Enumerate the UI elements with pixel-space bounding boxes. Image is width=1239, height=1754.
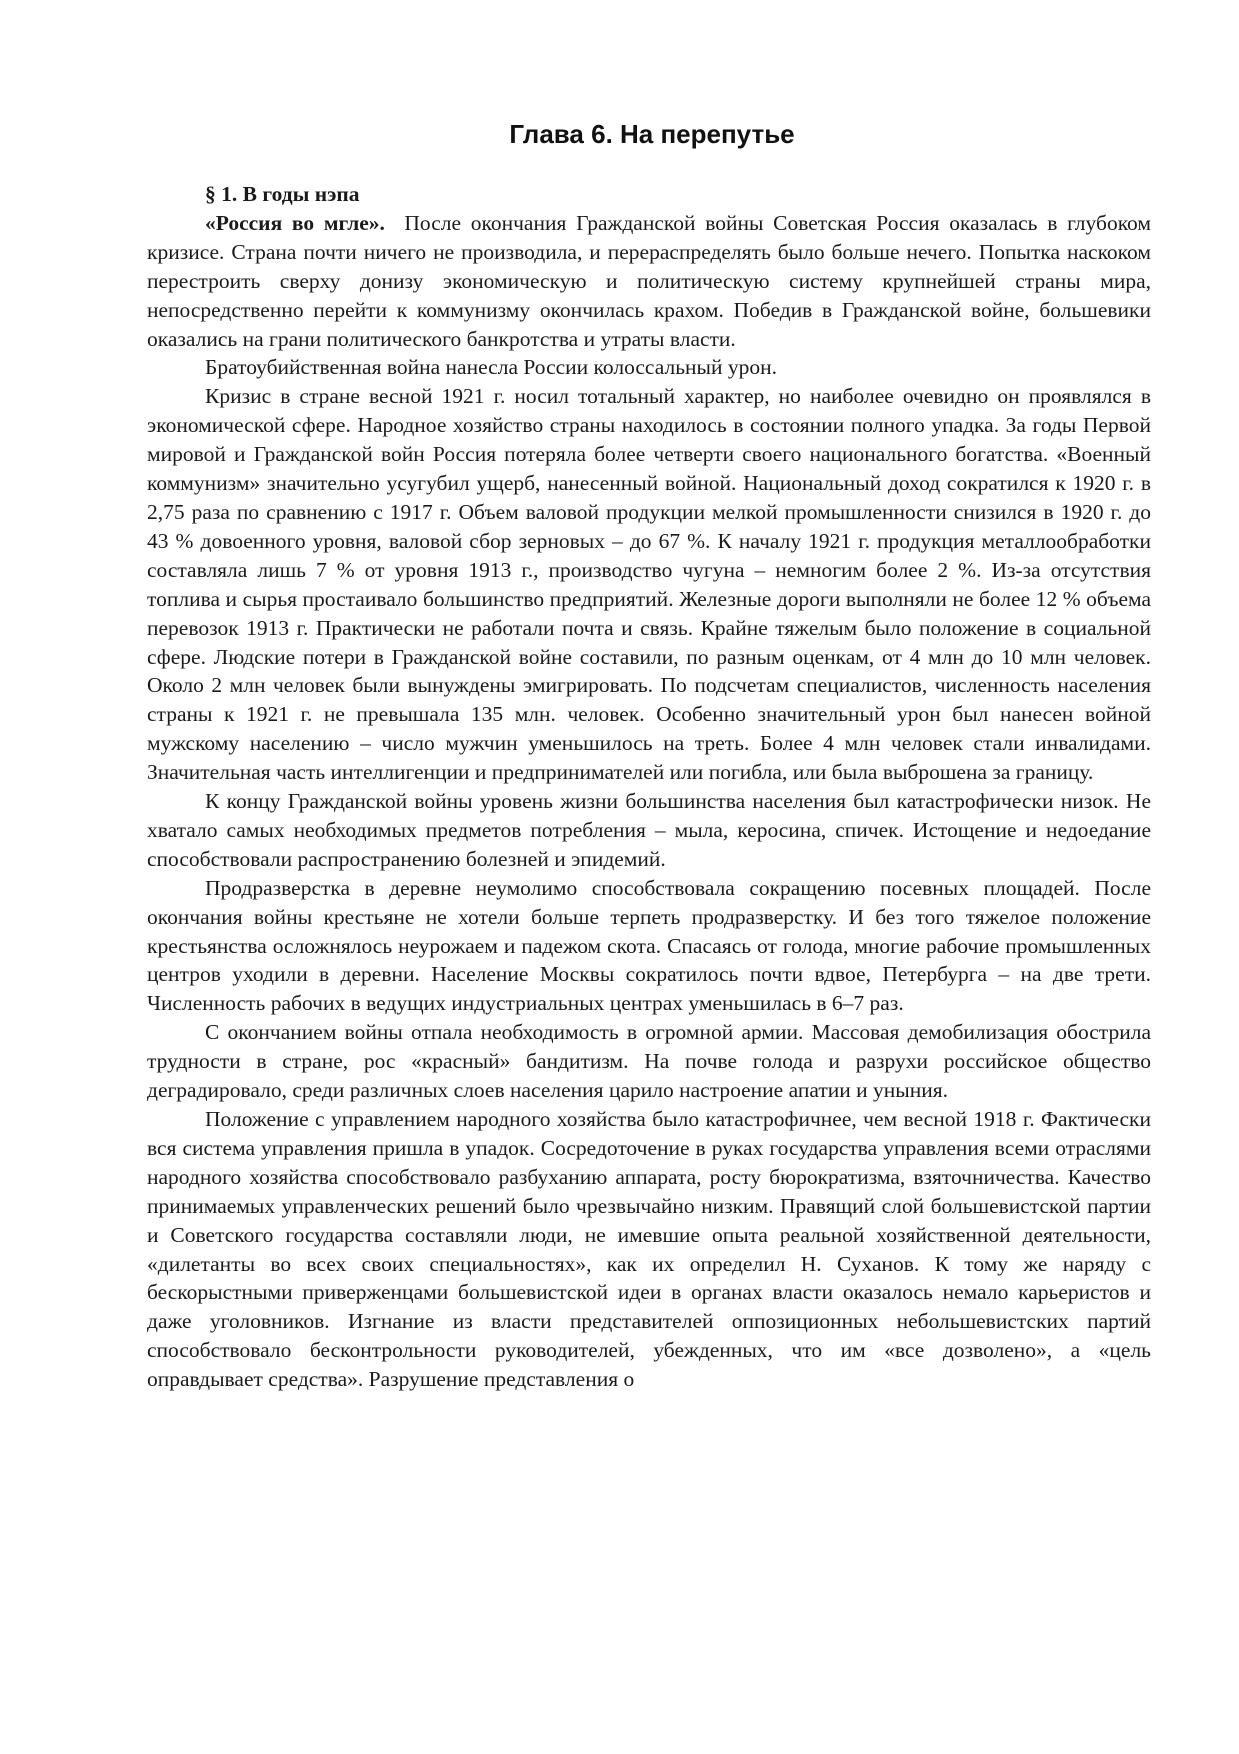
paragraph: Кризис в стране весной 1921 г. носил тотальный характер, но наиболее очевидно он проявлялся в экономической сфере. Народное хозяйство страны находилось в состоянии полного упадка. За годы Первой мировой и Гражданской войн Россия потеряла более четверти своего национального богатства. «Военный коммунизм» значительно усугубил ущерб, нанесенный войной. Национальный доход сократился к 1920 г. в 2,75 раза по сравнению с 1917 г. Объем валовой продукции мелкой промышленности снизился в 1920 г. до 43 % довоенного уровня, валовой сбор зерновых – до 67 %. К началу 1921 г. продукция металлообработки составляла лишь 7 % от уровня 1913 г., производство чугуна – немногим более 2 %. Из-за отсутствия топлива и сырья простаивало большинство предприятий. Железные дороги выполняли не более 12 % объема перевозок 1913 г. Практически не работали почта и связь. Крайне тяжелым было положение в социальной сфере. Людские потери в Гражданской войне составили, по разным оценкам, от 4 млн до 10 млн человек. Около 2 млн человек были вынуждены эмигрировать. По подсчетам специалистов, численность населения страны к 1921 г. не превышала 135 млн. человек. Особенно значительный урон был нанесен войной мужскому населению – число мужчин уменьшилось на треть. Более 4 млн человек стали инвалидами. Значительная часть интеллигенции и предпринимателей или погибла, или была выброшена за границу. bbox=[147, 384, 1151, 785]
lead-in-heading: «Россия во мгле». bbox=[205, 210, 385, 235]
paragraph: К концу Гражданской войны уровень жизни большинства населения был катастрофически низок. Не хватало самых необходимых предметов потребления – мыла, керосина, спичек. Истощение и недоедание способствовали распространению болезней и эпидемий. bbox=[147, 789, 1151, 871]
paragraph: Продразверстка в деревне неумолимо способствовала сокращению посевных площадей. После окончания войны крестьяне не хотели больше терпеть продразверстку. И без того тяжелое положение крестьянства осложнялось неурожаем и падежом скота. Спасаясь от голода, многие рабочие промышленных центров уходили в деревни. Население Москвы сократилось почти вдвое, Петербурга – на две трети. Численность рабочих в ведущих индустриальных центрах уменьшилась в 6–7 раз. bbox=[147, 875, 1151, 1016]
body-text bbox=[147, 180, 1151, 1394]
paragraph-text: После окончания Гражданской войны Советская Россия оказалась в глубоком кризисе. Страна почти ничего не производила, и перераспределять было больше нечего. Попытка наскоком перестроить сверху донизу экономическую и политическую систему крупнейшей страны мира, непосредственно перейти к коммунизму окончилась крахом. Победив в Гражданской войне, большевики оказались на грани политического банкротства и утраты власти. bbox=[147, 210, 1151, 351]
chapter-title: Глава 6. На перепутье bbox=[509, 119, 795, 149]
paragraph: Братоубийственная война нанесла России колоссальный урон. bbox=[205, 355, 777, 380]
paragraph bbox=[147, 209, 1151, 354]
paragraph: С окончанием войны отпала необходимость в огромной армии. Массовая демобилизация обострила трудности в стране, рос «красный» бандитизм. На почве голода и разрухи российское общество деградировало, среди различных слоев населения царило настроение апатии и уныния. bbox=[147, 1020, 1151, 1103]
paragraph: Положение с управлением народного хозяйства было катастрофичнее, чем весной 1918 г. Фактически вся система управления пришла в упадок. Сосредоточение в руках государства управления всеми отраслями народного хозяйства способствовало разбуханию аппарата, росту бюрократизма, взяточничества. Качество принимаемых управленческих решений было чрезвычайно низким. Правящий слой большевистской партии и Советского государства составляли люди, не имевшие опыта реальной хозяйственной деятельности, «дилетанты во всех своих специальностях», как их определил Н. Суханов. К тому же наряду с бескорыстными приверженцами большевистской идеи в органах власти оказалось немало карьеристов и даже уголовников. Изгнание из власти представителей оппозиционных небольшевистских партий способствовало бесконтрольности руководителей, убежденных, что им «все дозволено», а «цель оправдывает средства». Разрушение представления о bbox=[147, 1107, 1151, 1392]
section-heading: § 1. В годы нэпа bbox=[205, 182, 360, 206]
